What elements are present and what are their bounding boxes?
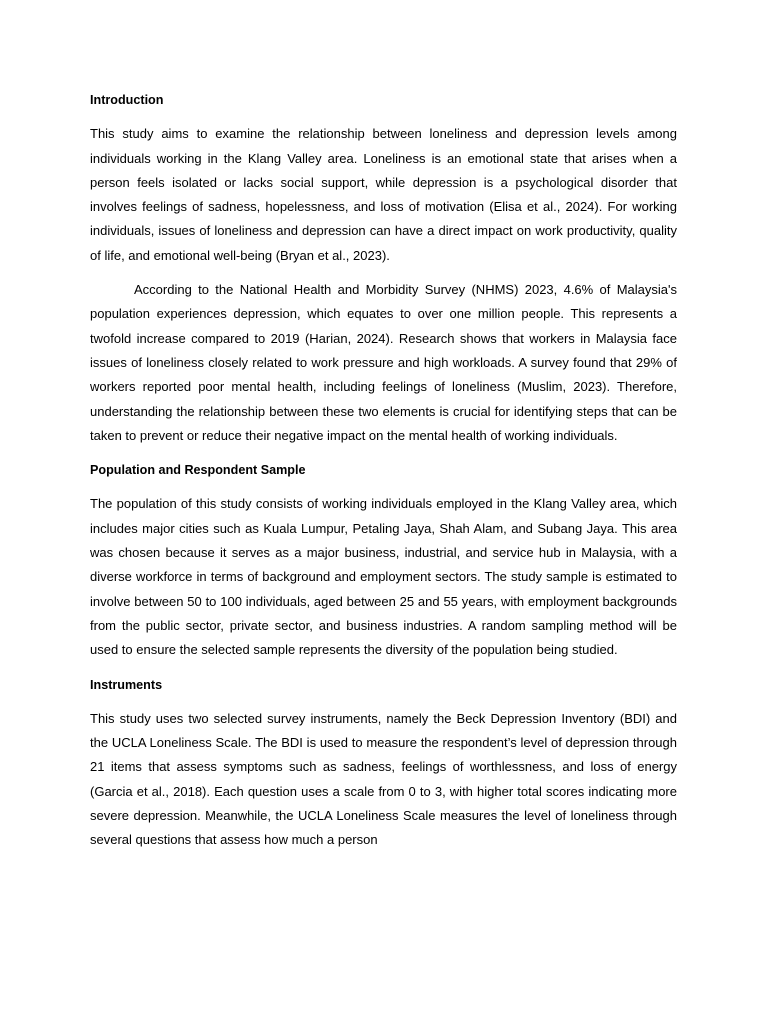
heading-instruments: Instruments (90, 677, 163, 692)
document-page (90, 88, 677, 863)
intro-paragraph-2: According to the National Health and Morbidity Survey (NHMS) 2023, 4.6% of Malaysia's population experiences depression, which equates to over one million people. This represents a twofold increase compared to 2019 (Harian, 2024). Research shows that workers in Malaysia face issues of loneliness closely related to work pressure and high workloads. A survey found that 29% of workers reported poor mental health, including feelings of loneliness (Muslim, 2023). Therefore, understanding the relationship between these two elements is crucial for identifying steps that can be taken to prevent or reduce their negative impact on the mental health of working individuals. (90, 282, 677, 443)
heading-introduction: Introduction (90, 93, 164, 107)
population-paragraph: The population of this study consists of working individuals employed in the Klang Valley area, which includes major cities such as Kuala Lumpur, Petaling Jaya, Shah Alam, and Subang Jaya. This area was chosen because it serves as a major business, industrial, and service hub in Malaysia, with a diverse workforce in terms of background and employment sectors. The study sample is estimated to involve between 50 to 100 individuals, aged between 25 and 55 years, with employment backgrounds from the public sector, private sector, and business industries. A random sampling method will be used to ensure the selected sample represents the diversity of the population being studied. (90, 496, 677, 658)
intro-paragraph-1: This study aims to examine the relationship between loneliness and depression levels among individuals working in the Klang Valley area. Loneliness is an emotional state that arises when a person feels isolated or lacks social support, while depression is a psychological disorder that involves feelings of sadness, hopelessness, and loss of motivation (Elisa et al., 2024). For working individuals, issues of loneliness and depression can have a direct impact on work productivity, quality of life, and emotional well-being (Bryan et al., 2023). (90, 126, 677, 263)
instruments-paragraph: This study uses two selected survey instruments, namely the Beck Depression Inventory (BDI) and the UCLA Loneliness Scale. The BDI is used to measure the respondent’s level of depression through 21 items that assess symptoms such as sadness, feelings of worthlessness, and loss of energy (Garcia et al., 2018). Each question uses a scale from 0 to 3, with higher total scores indicating more severe depression. Meanwhile, the UCLA Loneliness Scale measures the level of loneliness through several questions that assess how much a person (90, 710, 677, 848)
heading-population-sample: Population and Respondent Sample (90, 463, 306, 478)
